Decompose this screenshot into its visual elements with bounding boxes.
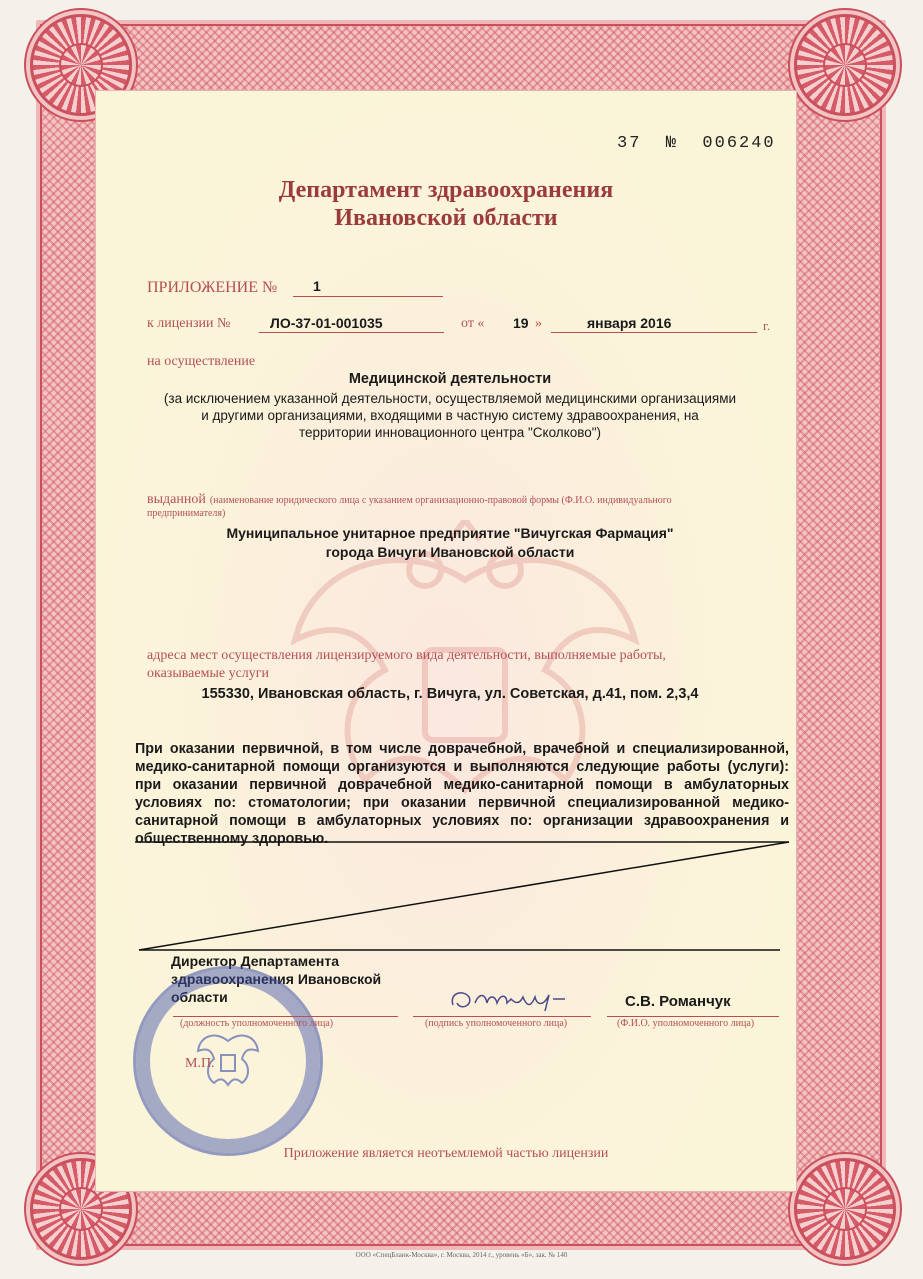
serial-series: 37 [617, 134, 642, 153]
licensee-name-line-1: Муниципальное унитарное предприятие "Вичугская Фармация" [226, 525, 674, 541]
activity-line-1: (за исключением указанной деятельности, осуществляемой медицинскими организациями [163, 391, 737, 406]
services-description: При оказании первичной, в том числе доврачебной, врачебной и специализированной, медико-санитарной помощи организуются и выполняются следующие работы (услуги): при оказании первичной доврачебной медико-санитарной помощи в амбулаторных условиях по: стоматологии; при оказании первичной специализированной медико-санитарной помощи в амбулаторных условиях по: организации здравоохранения и общественному здоровью. [135, 741, 789, 847]
position-line-1: Директор Департамента [171, 953, 340, 969]
issuing-authority-title [95, 176, 797, 232]
signature-line [413, 1014, 591, 1017]
issued-to-label-block [147, 490, 797, 519]
signatory-name: С.В. Романчук [625, 993, 731, 1010]
license-label: к лицензии № [147, 316, 231, 331]
official-seal-icon [133, 966, 323, 1156]
activity-line-2: и другими организациями, входящими в частную систему здравоохранения, на [201, 408, 699, 423]
blank-serial-number [617, 134, 776, 153]
position-line-3: области [171, 989, 228, 1005]
date-open-label: от « [461, 316, 485, 331]
date-close-quote: » [535, 316, 542, 331]
corner-rosette-icon [794, 14, 896, 116]
position-hint: (должность уполномоченного лица) [180, 1018, 334, 1029]
licensee-name [125, 524, 775, 562]
serial-number-sign: № [665, 134, 679, 153]
activity-line-3: территории инновационного центра "Сколково") [298, 425, 602, 440]
position-line [173, 1014, 398, 1017]
address-label [147, 647, 797, 683]
cancellation-line [135, 840, 795, 955]
issued-hint: (наименование юридического лица с указанием организационно-правовой формы (Ф.И.О. индивидуального [209, 495, 672, 506]
handwritten-signature [445, 985, 575, 1017]
address-label-line-2: оказываемые услуги [147, 666, 270, 681]
address-label-line-1: адреса мест осуществления лицензируемого вида деятельности, выполняемые работы, [147, 648, 666, 663]
appendix-label: ПРИЛОЖЕНИЕ № [147, 279, 278, 296]
authority-line-1: Департамент здравоохранения [278, 177, 614, 203]
license-number: ЛО-37-01-001035 [270, 315, 383, 331]
year-suffix: г. [763, 318, 771, 333]
position-line-2: здравоохранения Ивановской [171, 971, 382, 987]
name-hint: (Ф.И.О. уполномоченного лица) [617, 1018, 755, 1029]
activity-address: 155330, Ивановская область, г. Вичуга, ул. Советская, д.41, пом. 2,3,4 [201, 686, 699, 702]
license-month-year: января 2016 [587, 315, 672, 331]
printer-imprint: ООО «СпецБланк-Москва», г. Москва, 2014 г., уровень «Б», зак. № 140 [355, 1251, 568, 1259]
appendix-footer-note: Приложение является неотъемлемой частью лицензии [283, 1146, 609, 1161]
serial-number: 006240 [702, 134, 776, 153]
issued-label: выданной [147, 492, 206, 507]
signature-hint: (подпись уполномоченного лица) [425, 1018, 568, 1029]
activity-label: на осуществление [147, 354, 256, 369]
authority-line-2: Ивановской области [334, 205, 558, 231]
appendix-number: 1 [313, 278, 321, 294]
seal-place-label: М.П. [185, 1056, 215, 1071]
activity-description [125, 390, 775, 441]
document-body [95, 90, 797, 1192]
corner-rosette-icon [794, 1158, 896, 1260]
license-day: 19 [513, 315, 529, 331]
licensee-name-line-2: города Вичуги Ивановской области [325, 544, 575, 560]
activity-title: Медицинской деятельности [348, 371, 552, 387]
issued-hint-continued: предпринимателя) [147, 508, 226, 519]
name-line [607, 1014, 779, 1017]
